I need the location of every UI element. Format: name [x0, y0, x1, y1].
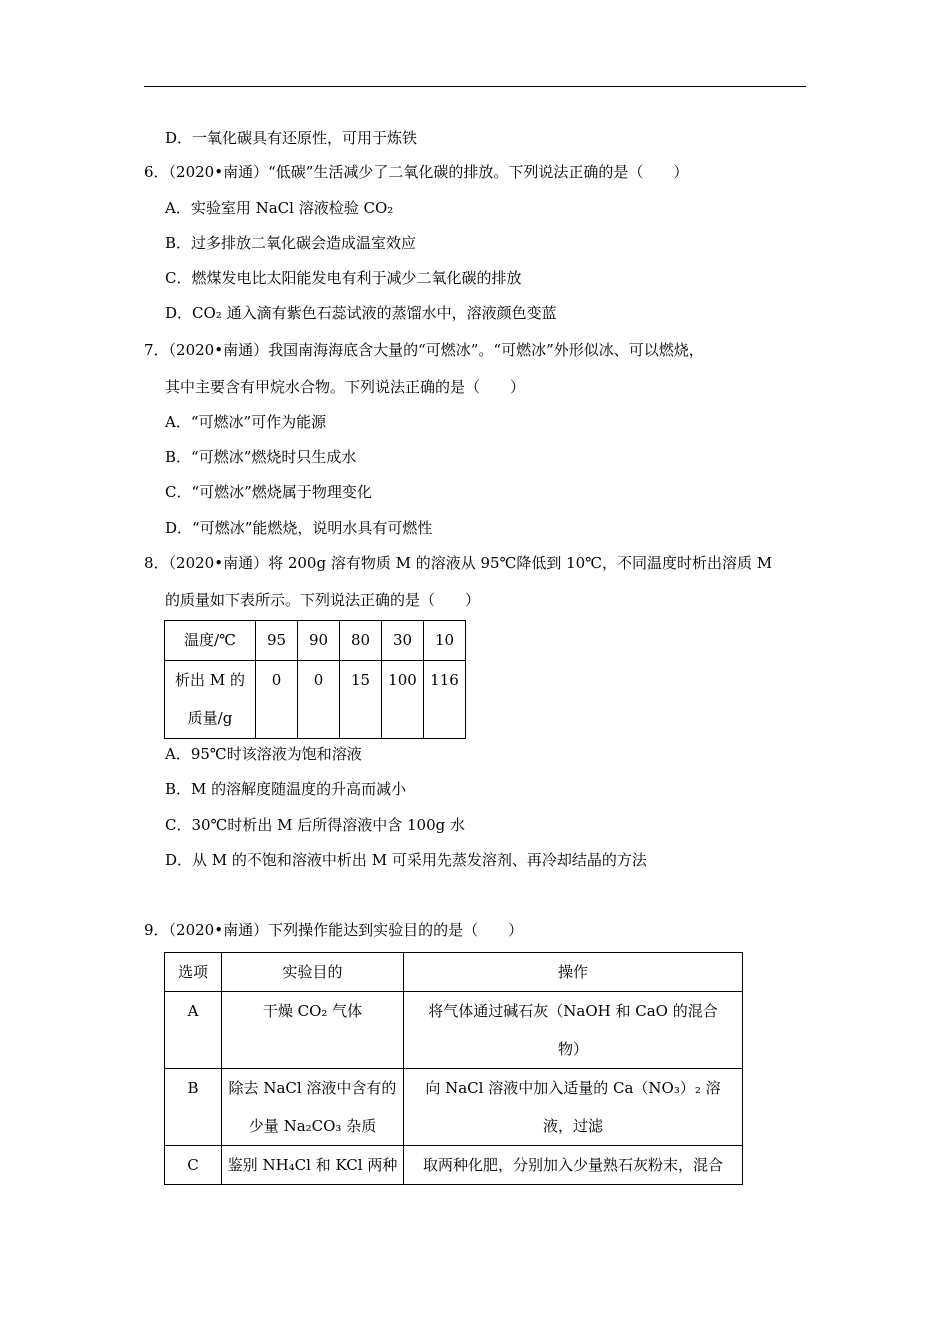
- table-cell-line: 物）: [557, 1040, 588, 1058]
- q6-option-a: A．实验室用 NaCl 溶液检验 CO₂: [165, 199, 394, 217]
- table-cell: [222, 992, 404, 1069]
- table-cell: 80: [340, 621, 382, 661]
- table-cell-line: 向 NaCl 溶液中加入适量的 Ca（NO₃）₂ 溶: [425, 1079, 721, 1097]
- q6-option-d: D．CO₂ 通入滴有紫色石蕊试液的蒸馏水中，溶液颜色变蓝: [165, 304, 557, 322]
- table-cell: C: [165, 1146, 222, 1185]
- table-cell-line: 少量 Na₂CO₃ 杂质: [248, 1117, 377, 1135]
- table-cell: [404, 1146, 743, 1185]
- q7-option-c: C．“可燃冰”燃烧属于物理变化: [165, 483, 372, 501]
- q6-option-b: B．过多排放二氧化碳会造成温室效应: [165, 234, 417, 252]
- table-cell: 15: [340, 661, 382, 739]
- q9-operations-table: [164, 952, 743, 1185]
- table-cell: 30: [382, 621, 424, 661]
- table-header-cell: 实验目的: [222, 953, 404, 992]
- q7-option-d: D．“可燃冰”能燃烧，说明水具有可燃性: [165, 519, 433, 537]
- q8-option-b: B．M 的溶解度随温度的升高而减小: [165, 780, 407, 798]
- q8-option-d: D．从 M 的不饱和溶液中析出 M 可采用先蒸发溶剂、再冷却结晶的方法: [165, 851, 647, 869]
- q7-option-b: B．“可燃冰”燃烧时只生成水: [165, 448, 357, 466]
- header-rule: [144, 86, 806, 87]
- q8-stem: 8．（2020•南通）将 200g 溶有物质 M 的溶液从 95℃降低到 10℃，不同温度时析出溶质 M: [144, 554, 773, 572]
- table-row: [165, 1069, 743, 1146]
- q6-option-c: C．燃煤发电比太阳能发电有利于减少二氧化碳的排放: [165, 269, 522, 287]
- table-cell: 0: [298, 661, 340, 739]
- q7-stem-continued: 其中主要含有甲烷水合物。下列说法正确的是（ ）: [165, 378, 526, 396]
- table-cell: 0: [256, 661, 298, 739]
- table-header-cell: 操作: [404, 953, 743, 992]
- table-cell-line: 将气体通过碱石灰（NaOH 和 CaO 的混合: [428, 1002, 718, 1020]
- table-cell: 90: [298, 621, 340, 661]
- q7-stem: 7．（2020•南通）我国南海海底含大量的“可燃冰”。“可燃冰”外形似冰、可以燃烧，: [144, 341, 704, 359]
- table-cell: 100: [382, 661, 424, 739]
- table-header-cell: 选项: [165, 953, 222, 992]
- table-cell-line: 干燥 CO₂ 气体: [262, 1002, 363, 1020]
- q8-option-a: A．95℃时该溶液为饱和溶液: [165, 745, 362, 763]
- table-cell: [404, 992, 743, 1069]
- table-cell: 95: [256, 621, 298, 661]
- table-row: [165, 621, 466, 661]
- table-cell: [404, 1069, 743, 1146]
- table-row: [165, 1146, 743, 1185]
- table-cell: 温度/℃: [165, 621, 256, 661]
- table-cell-line: 鉴别 NH₄Cl 和 KCl 两种: [227, 1156, 398, 1174]
- table-cell: 10: [424, 621, 466, 661]
- q8-option-c: C．30℃时析出 M 后所得溶液中含 100g 水: [165, 816, 466, 834]
- table-cell-line: 质量/g: [187, 709, 233, 727]
- table-cell-line: 液，过滤: [542, 1117, 603, 1135]
- q5-option-d: D．一氧化碳具有还原性，可用于炼铁: [165, 129, 418, 147]
- table-cell: 116: [424, 661, 466, 739]
- table-cell: [222, 1146, 404, 1185]
- q8-stem-continued: 的质量如下表所示。下列说法正确的是（ ）: [165, 591, 481, 609]
- q6-stem: 6．（2020•南通）“低碳”生活减少了二氧化碳的排放。下列说法正确的是（ ）: [144, 163, 689, 181]
- table-header-row: [165, 953, 743, 992]
- table-cell: [222, 1069, 404, 1146]
- table-row: [165, 661, 466, 739]
- table-cell: [165, 661, 256, 739]
- q8-data-table: [164, 620, 466, 739]
- table-cell-line: 除去 NaCl 溶液中含有的: [228, 1079, 397, 1097]
- q7-option-a: A．“可燃冰”可作为能源: [165, 413, 327, 431]
- table-cell: B: [165, 1069, 222, 1146]
- table-cell: A: [165, 992, 222, 1069]
- table-row: [165, 992, 743, 1069]
- table-cell-line: 取两种化肥，分别加入少量熟石灰粉末，混合: [422, 1156, 723, 1174]
- q9-stem: 9．（2020•南通）下列操作能达到实验目的的是（ ）: [144, 921, 524, 939]
- table-cell-line: 析出 M 的: [175, 671, 245, 689]
